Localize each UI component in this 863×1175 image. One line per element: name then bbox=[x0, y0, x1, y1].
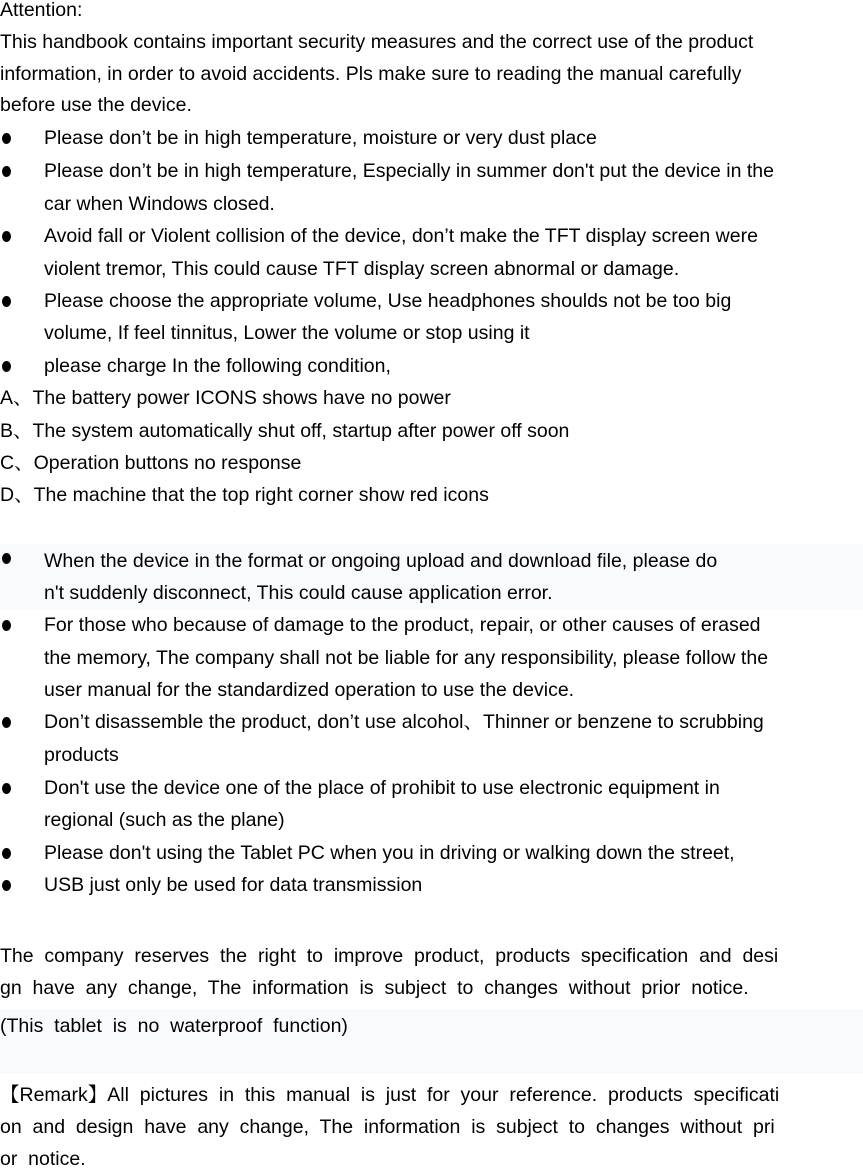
bullet-icon bbox=[2, 166, 11, 177]
bullet-icon bbox=[2, 133, 11, 144]
bullet-icon bbox=[2, 880, 11, 891]
waterproof-note: (This tablet is no waterproof function) bbox=[0, 1015, 348, 1037]
bullet-item-text: products bbox=[44, 744, 119, 766]
bullet-item-text: volume, If feel tinnitus, Lower the volume or stop using it bbox=[44, 322, 530, 344]
bullet-icon bbox=[2, 231, 11, 242]
bullet-icon bbox=[2, 783, 11, 794]
bullet-item-text: When the device in the format or ongoing upload and download file, please do bbox=[44, 550, 718, 572]
bullet-item-text: Don't use the device one of the place of prohibit to use electronic equipment in bbox=[44, 777, 720, 799]
charge-condition-d: D、The machine that the top right corner show red icons bbox=[0, 484, 489, 506]
bullet-icon bbox=[2, 361, 11, 372]
attention-heading: Attention: bbox=[0, 0, 83, 21]
bullet-icon bbox=[2, 848, 11, 859]
bullet-item-text: Please don't using the Tablet PC when you in driving or walking down the street, bbox=[44, 842, 735, 864]
bullet-item-text: Avoid fall or Violent collision of the device, don’t make the TFT display screen were bbox=[44, 225, 758, 247]
remark-line: 【Remark】All pictures in this manual is just for your reference. products specificati bbox=[0, 1084, 780, 1106]
intro-line: information, in order to avoid accidents. Pls make sure to reading the manual carefully bbox=[0, 63, 742, 85]
remark-line: on and design have any change, The information is subject to changes without pri bbox=[0, 1116, 775, 1138]
bullet-item-text: the memory, The company shall not be liable for any responsibility, please follow the bbox=[44, 647, 769, 669]
bullet-item-text: Please don’t be in high temperature, moisture or very dust place bbox=[44, 127, 597, 149]
bullet-icon bbox=[2, 620, 11, 631]
charge-condition-b: B、The system automatically shut off, startup after power off soon bbox=[0, 420, 570, 442]
intro-line: before use the device. bbox=[0, 94, 192, 116]
bullet-item-text: regional (such as the plane) bbox=[44, 809, 285, 831]
charge-condition-a: A、The battery power ICONS shows have no power bbox=[0, 387, 451, 409]
bullet-item-text: car when Windows closed. bbox=[44, 193, 275, 215]
company-notice-line: The company reserves the right to improve product, products specification and desi bbox=[0, 945, 779, 967]
bullet-icon bbox=[2, 296, 11, 307]
bullet-item-text: n't suddenly disconnect, This could cause application error. bbox=[44, 582, 553, 604]
company-notice-line: gn have any change, The information is subject to changes without prior notice. bbox=[0, 977, 749, 999]
bullet-item-text: please charge In the following condition, bbox=[44, 355, 391, 377]
bullet-icon bbox=[2, 717, 11, 728]
charge-condition-c: C、Operation buttons no response bbox=[0, 452, 302, 474]
bullet-item-text: USB just only be used for data transmission bbox=[44, 874, 423, 896]
intro-line: This handbook contains important security measures and the correct use of the product bbox=[0, 31, 754, 53]
bullet-icon bbox=[2, 553, 11, 564]
bullet-item-text: For those who because of damage to the product, repair, or other causes of erased bbox=[44, 614, 761, 636]
bullet-item-text: Please don’t be in high temperature, Especially in summer don't put the device in the bbox=[44, 160, 774, 182]
remark-line: or notice. bbox=[0, 1148, 86, 1170]
bullet-item-text: user manual for the standardized operation to use the device. bbox=[44, 679, 575, 701]
bullet-item-text: violent tremor, This could cause TFT display screen abnormal or damage. bbox=[44, 258, 680, 280]
bullet-item-text: Please choose the appropriate volume, Use headphones shoulds not be too big bbox=[44, 290, 732, 312]
bullet-item-text: Don’t disassemble the product, don’t use alcohol、Thinner or benzene to scrubbing bbox=[44, 711, 764, 733]
